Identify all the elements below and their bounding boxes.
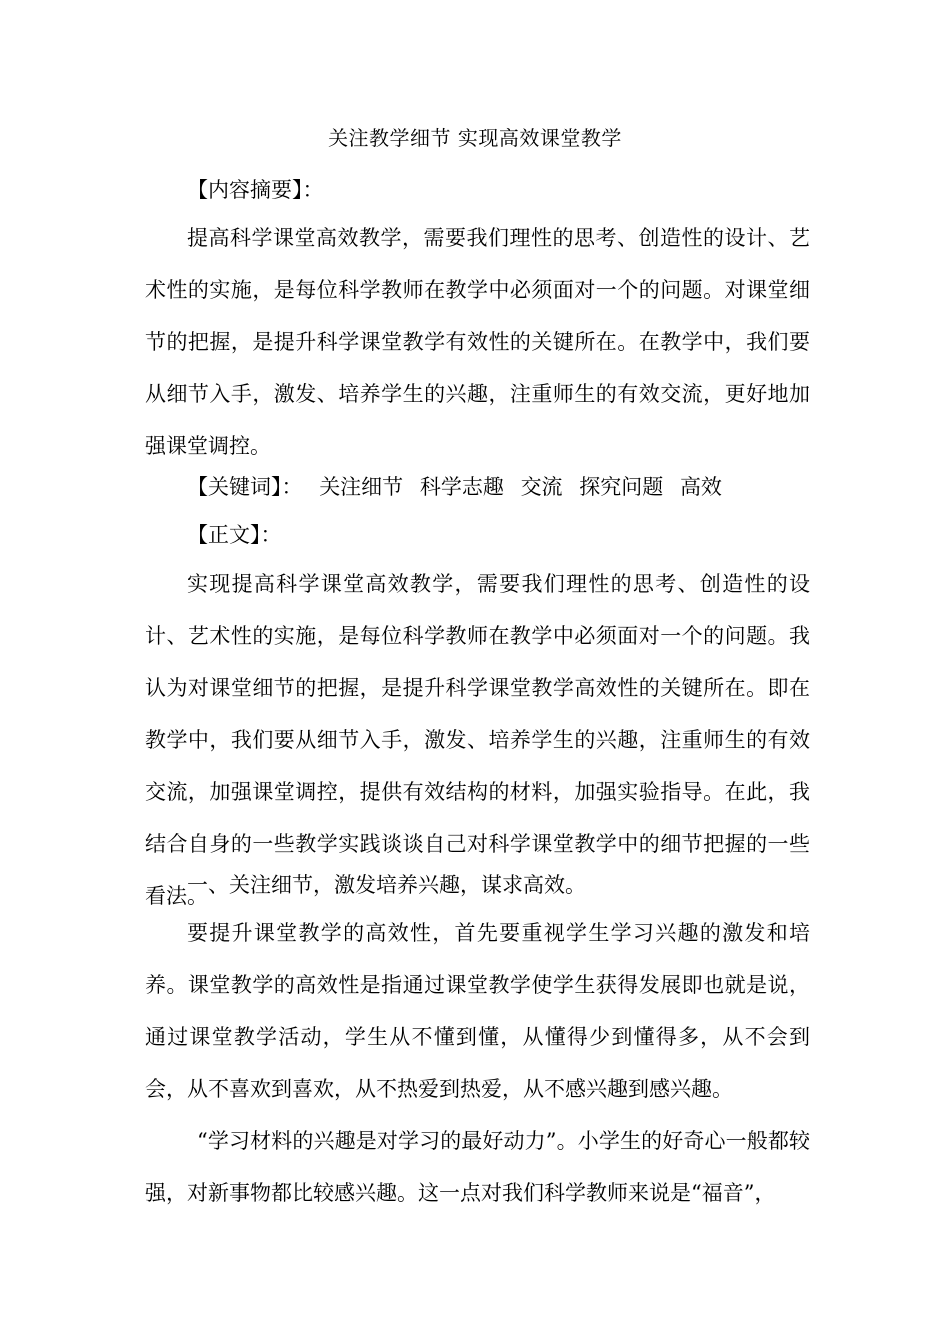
- body-heading: 【正文】：: [187, 523, 282, 547]
- section-heading-1: 一、关注细节，激发培养兴趣，谋求高效。: [187, 873, 586, 897]
- abstract-paragraph: [145, 212, 810, 472]
- abstract-text: 提高科学课堂高效教学，需要我们理性的思考、创造性的设计、艺术性的实施，是每位科学教师在教学中必须面对一个的问题。对课堂细节的把握，是提升科学课堂教学有效性的关键所在。在教学中，我们要从细节入手，激发、培养学生的兴趣，注重师生的有效交流，更好地加强课堂调控。: [145, 226, 810, 458]
- keyword-item: 交流: [520, 475, 563, 499]
- keyword-item: 关注细节: [319, 475, 404, 499]
- body-paragraph-2: [145, 907, 810, 1115]
- paragraph-text: “学习材料的兴趣是对学习的最好动力”。小学生的好奇心一般都较强，对新事物都比较感兴趣。这一点对我们科学教师来说是“福音”，: [145, 1129, 810, 1205]
- paragraph-text: 实现提高科学课堂高效教学，需要我们理性的思考、创造性的设计、艺术性的实施，是每位科学教师在教学中必须面对一个的问题。我认为对课堂细节的把握，是提升科学课堂教学高效性的关键所在。即在教学中，我们要从细节入手，激发、培养学生的兴趣，注重师生的有效交流，加强课堂调控，提供有效结构的材料，加强实验指导。在此，我结合自身的一些教学实践谈谈自己对科学课堂教学中的细节把握的一些看法。: [145, 572, 810, 908]
- body-paragraph-1: [145, 558, 810, 922]
- keyword-item: 高效: [679, 475, 722, 499]
- keyword-item: 科学志趣: [419, 475, 504, 499]
- keywords-heading: 【关键词】：: [187, 475, 303, 499]
- keyword-item: 探究问题: [579, 475, 664, 499]
- paragraph-text: 要提升课堂教学的高效性，首先要重视学生学习兴趣的激发和培养。课堂教学的高效性是指通过课堂教学使学生获得发展即也就是说，通过课堂教学活动，学生从不懂到懂，从懂得少到懂得多，从不会到会，从不喜欢到喜欢，从不热爱到热爱，从不感兴趣到感兴趣。: [145, 921, 810, 1101]
- body-paragraph-3: [145, 1115, 810, 1219]
- abstract-heading: 【内容摘要】：: [187, 178, 324, 202]
- document-title: 关注教学细节 实现高效课堂教学: [328, 126, 622, 150]
- keywords-line: [187, 472, 722, 502]
